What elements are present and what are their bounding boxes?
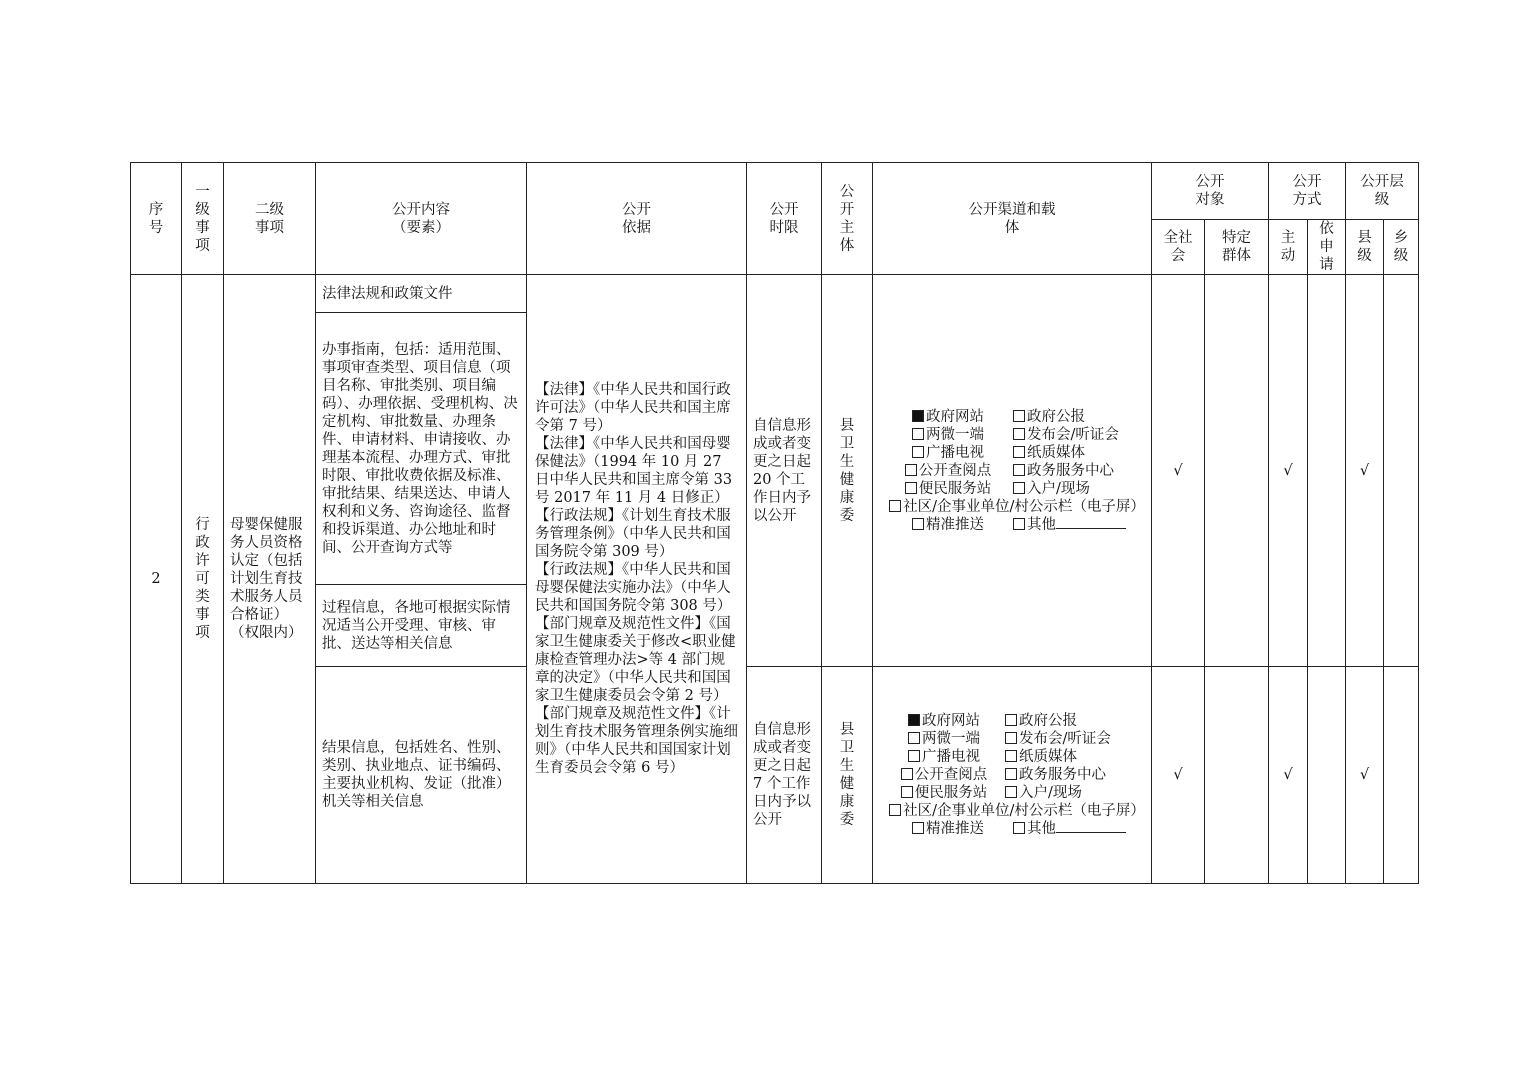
header-target-specific: 特定群体 [1205,220,1269,275]
content-laws: 法律法规和政策文件 [316,275,527,313]
deadline-b: 自信息形成或者变更之日起 7 个工作日内予以公开 [747,667,822,884]
checkbox-icon [1005,786,1017,798]
checkbox-icon [1005,732,1017,744]
content-guide: 办事指南，包括：适用范围、事项审查类型、项目信息（项目名称、审批类别、项目编码）、办理依据、受理机构、决定机构、审批数量、办理条件、申请材料、申请接收、办理基本流程、办理方式、审批时限、审批收费依据及标准、审批结果、结果送达、申请人权利和义务、咨询途径、监督和投诉渠道、办公地址和时间、公开查询方式等 [316,313,527,585]
channels-b: 政府网站 政府公报 两微一端 发布会/听证会 广播电视 纸质媒体 公开查阅点 政务服务中心 便民服务站 入户/现场 社区/企事业单位/村公示栏（电子屏） 精准推送 其他 [873,667,1152,884]
header-level-town: 乡级 [1384,220,1419,275]
content-process: 过程信息，各地可根据实际情况适当公开受理、审核、审批、送达等相关信息 [316,585,527,667]
checkbox-icon [912,518,924,530]
disclosure-table [130,162,1419,884]
header-level: 公开层级 [1346,163,1419,220]
checkbox-icon [1013,518,1025,530]
check-level-county-b: √ [1346,667,1384,884]
checkbox-checked-icon [912,410,924,422]
checkbox-icon [1013,410,1025,422]
checkbox-icon [1005,768,1017,780]
checkbox-icon [1013,482,1025,494]
subject-b: 县卫生健康委 [822,667,873,884]
deadline-a: 自信息形成或者变更之日起 20 个工作日内予以公开 [747,275,822,667]
header-method-active: 主动 [1269,220,1308,275]
header-method: 公开方式 [1269,163,1346,220]
checkbox-icon [1005,750,1017,762]
check-method-active: √ [1269,275,1308,667]
cell-target-specific [1205,275,1269,667]
row-basis: 【法律】《中华人民共和国行政许可法》（中华人民共和国主席令第 7 号） 【法律】《中华人民共和国母婴保健法》（1994 年 10 月 27 日中华人民共和国主席令第 33 号 2017 年 11 月 4 日修正） 【行政法规】《计划生育技术服务管理条例》（中华人民共和国国务院令第 309 号） 【行政法规】《中华人民共和国母婴保健法实施办法》（中华人民共和国国务院令第 308 号） 【部门规章及规范性文件】《国家卫生健康委关于修改<职业健康检查管理办法>等 4 部门规章的决定》（中华人民共和国国家卫生健康委员会令第 2 号） 【部门规章及规范性文件】《计划生育技术服务管理条例实施细则》（中华人民共和国国家计划生育委员会令第 6 号） [527,275,747,884]
header-channel: 公开渠道和载体 [873,163,1152,275]
row-level2: 母婴保健服务人员资格认定（包括计划生育技术服务人员合格证）（权限内） [224,275,316,884]
header-level2: 二级事项 [224,163,316,275]
cell-method-request [1308,275,1346,667]
checkbox-icon [889,804,901,816]
header-method-request: 依申请 [1308,220,1346,275]
checkbox-icon [1005,714,1017,726]
checkbox-icon [908,750,920,762]
checkbox-icon [901,786,913,798]
checkbox-icon [908,732,920,744]
cell-method-request-b [1308,667,1346,884]
header-seq: 序号 [131,163,182,275]
checkbox-icon [905,482,917,494]
checkbox-icon [901,768,913,780]
cell-level-town [1384,275,1419,667]
row-level1: 行政许可类事项 [182,275,224,884]
cell-target-specific-b [1205,667,1269,884]
header-level1: 一级事项 [182,163,224,275]
checkbox-icon [912,446,924,458]
check-level-county: √ [1346,275,1384,667]
subject-a: 县卫生健康委 [822,275,873,667]
header-target-all: 全社会 [1152,220,1205,275]
checkbox-checked-icon [908,714,920,726]
cell-level-town-b [1384,667,1419,884]
header-basis: 公开依据 [527,163,747,275]
checkbox-icon [889,500,901,512]
header-subject: 公开主体 [822,163,873,275]
row-seq: 2 [131,275,182,884]
checkbox-icon [1013,822,1025,834]
header-target: 公开对象 [1152,163,1269,220]
checkbox-icon [905,464,917,476]
check-method-active-b: √ [1269,667,1308,884]
checkbox-icon [912,428,924,440]
checkbox-icon [1013,446,1025,458]
header-level-county: 县级 [1346,220,1384,275]
header-deadline: 公开时限 [747,163,822,275]
content-result: 结果信息，包括姓名、性别、类别、执业地点、证书编码、主要执业机构、发证（批准）机关等相关信息 [316,667,527,884]
channels-a: 政府网站 政府公报 两微一端 发布会/听证会 广播电视 纸质媒体 公开查阅点 政务服务中心 便民服务站 入户/现场 社区/企事业单位/村公示栏（电子屏） 精准推送 其他 [873,275,1152,667]
header-content: 公开内容（要素） [316,163,527,275]
checkbox-icon [1013,464,1025,476]
checkbox-icon [912,822,924,834]
check-target-all: √ [1152,275,1205,667]
checkbox-icon [1013,428,1025,440]
check-target-all-b: √ [1152,667,1205,884]
